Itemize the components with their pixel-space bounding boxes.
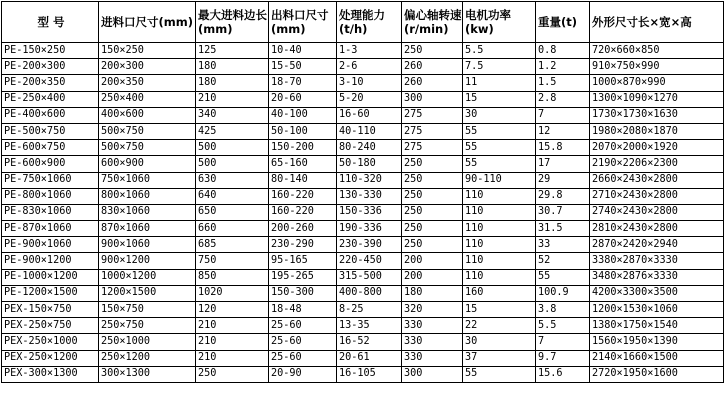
capacity-cell: 50-180 xyxy=(337,156,402,172)
dimensions-cell: 910×750×990 xyxy=(590,59,724,75)
discharge-opening-cell: 18-70 xyxy=(269,75,337,91)
feed-opening-cell: 150×750 xyxy=(99,302,196,318)
shaft-speed-cell: 300 xyxy=(402,92,463,108)
capacity-cell: 5-20 xyxy=(337,92,402,108)
model-cell: PE-830×1060 xyxy=(2,205,99,221)
discharge-opening-cell: 10-40 xyxy=(269,43,337,59)
motor-power-cell: 110 xyxy=(463,221,536,237)
model-cell: PE-600×750 xyxy=(2,140,99,156)
spec-table-wrapper xyxy=(1,1,724,383)
motor-power-cell: 110 xyxy=(463,205,536,221)
capacity-cell: 40-110 xyxy=(337,124,402,140)
dimensions-cell: 2710×2430×2800 xyxy=(590,189,724,205)
shaft-speed-cell: 250 xyxy=(402,173,463,189)
weight-cell: 15.8 xyxy=(536,140,590,156)
motor-power-cell: 55 xyxy=(463,124,536,140)
capacity-cell: 16-52 xyxy=(337,334,402,350)
table-row xyxy=(2,302,724,318)
discharge-opening-cell: 25-60 xyxy=(269,318,337,334)
capacity-cell: 16-105 xyxy=(337,367,402,383)
weight-cell: 29.8 xyxy=(536,189,590,205)
model-cell: PEX-250×1200 xyxy=(2,351,99,367)
discharge-opening-cell: 50-100 xyxy=(269,124,337,140)
model-cell: PE-800×1060 xyxy=(2,189,99,205)
table-row xyxy=(2,221,724,237)
feed-opening-cell: 900×1200 xyxy=(99,253,196,269)
dimensions-cell: 2720×1950×1600 xyxy=(590,367,724,383)
header-capacity: 处理能力(t/h) xyxy=(337,2,402,43)
weight-cell: 9.7 xyxy=(536,351,590,367)
discharge-opening-cell: 230-290 xyxy=(269,237,337,253)
shaft-speed-cell: 250 xyxy=(402,43,463,59)
capacity-cell: 315-500 xyxy=(337,270,402,286)
model-cell: PEX-150×750 xyxy=(2,302,99,318)
feed-opening-cell: 800×1060 xyxy=(99,189,196,205)
shaft-speed-cell: 330 xyxy=(402,334,463,350)
discharge-opening-cell: 25-60 xyxy=(269,351,337,367)
shaft-speed-cell: 330 xyxy=(402,318,463,334)
motor-power-cell: 15 xyxy=(463,92,536,108)
model-cell: PEX-300×1300 xyxy=(2,367,99,383)
discharge-opening-cell: 25-60 xyxy=(269,334,337,350)
discharge-opening-cell: 160-220 xyxy=(269,189,337,205)
dimensions-cell: 2140×1660×1500 xyxy=(590,351,724,367)
dimensions-cell: 1300×1090×1270 xyxy=(590,92,724,108)
model-cell: PE-870×1060 xyxy=(2,221,99,237)
motor-power-cell: 110 xyxy=(463,253,536,269)
model-cell: PE-150×250 xyxy=(2,43,99,59)
shaft-speed-cell: 200 xyxy=(402,270,463,286)
max-feed-edge-cell: 340 xyxy=(196,108,269,124)
motor-power-cell: 110 xyxy=(463,270,536,286)
shaft-speed-cell: 300 xyxy=(402,367,463,383)
max-feed-edge-cell: 425 xyxy=(196,124,269,140)
discharge-opening-cell: 200-260 xyxy=(269,221,337,237)
header-max-feed-edge: 最大进料边长(mm) xyxy=(196,2,269,43)
capacity-cell: 16-60 xyxy=(337,108,402,124)
feed-opening-cell: 150×250 xyxy=(99,43,196,59)
weight-cell: 31.5 xyxy=(536,221,590,237)
capacity-cell: 130-330 xyxy=(337,189,402,205)
feed-opening-cell: 750×1060 xyxy=(99,173,196,189)
shaft-speed-cell: 250 xyxy=(402,156,463,172)
header-weight: 重量(t) xyxy=(536,2,590,43)
feed-opening-cell: 250×1200 xyxy=(99,351,196,367)
discharge-opening-cell: 150-200 xyxy=(269,140,337,156)
table-row xyxy=(2,270,724,286)
max-feed-edge-cell: 750 xyxy=(196,253,269,269)
max-feed-edge-cell: 685 xyxy=(196,237,269,253)
shaft-speed-cell: 180 xyxy=(402,286,463,302)
max-feed-edge-cell: 630 xyxy=(196,173,269,189)
table-row xyxy=(2,43,724,59)
shaft-speed-cell: 250 xyxy=(402,189,463,205)
motor-power-cell: 37 xyxy=(463,351,536,367)
feed-opening-cell: 1000×1200 xyxy=(99,270,196,286)
model-cell: PE-750×1060 xyxy=(2,173,99,189)
capacity-cell: 220-450 xyxy=(337,253,402,269)
dimensions-cell: 3380×2870×3330 xyxy=(590,253,724,269)
dimensions-cell: 1200×1530×1060 xyxy=(590,302,724,318)
spec-table-body xyxy=(2,43,724,383)
weight-cell: 5.5 xyxy=(536,318,590,334)
weight-cell: 2.8 xyxy=(536,92,590,108)
discharge-opening-cell: 20-60 xyxy=(269,92,337,108)
model-cell: PE-250×400 xyxy=(2,92,99,108)
max-feed-edge-cell: 125 xyxy=(196,43,269,59)
discharge-opening-cell: 18-48 xyxy=(269,302,337,318)
feed-opening-cell: 250×400 xyxy=(99,92,196,108)
shaft-speed-cell: 275 xyxy=(402,124,463,140)
model-cell: PE-400×600 xyxy=(2,108,99,124)
header-motor-power: 电机功率(kw) xyxy=(463,2,536,43)
weight-cell: 7 xyxy=(536,334,590,350)
header-model: 型 号 xyxy=(2,2,99,43)
feed-opening-cell: 200×350 xyxy=(99,75,196,91)
motor-power-cell: 110 xyxy=(463,189,536,205)
max-feed-edge-cell: 210 xyxy=(196,318,269,334)
weight-cell: 15.6 xyxy=(536,367,590,383)
weight-cell: 1.2 xyxy=(536,59,590,75)
dimensions-cell: 1380×1750×1540 xyxy=(590,318,724,334)
capacity-cell: 3-10 xyxy=(337,75,402,91)
discharge-opening-cell: 150-300 xyxy=(269,286,337,302)
discharge-opening-cell: 15-50 xyxy=(269,59,337,75)
max-feed-edge-cell: 640 xyxy=(196,189,269,205)
motor-power-cell: 30 xyxy=(463,108,536,124)
table-row xyxy=(2,92,724,108)
weight-cell: 30.7 xyxy=(536,205,590,221)
motor-power-cell: 7.5 xyxy=(463,59,536,75)
weight-cell: 52 xyxy=(536,253,590,269)
weight-cell: 12 xyxy=(536,124,590,140)
max-feed-edge-cell: 850 xyxy=(196,270,269,286)
motor-power-cell: 30 xyxy=(463,334,536,350)
dimensions-cell: 2810×2430×2800 xyxy=(590,221,724,237)
model-cell: PE-600×900 xyxy=(2,156,99,172)
capacity-cell: 150-336 xyxy=(337,205,402,221)
dimensions-cell: 1730×1730×1630 xyxy=(590,108,724,124)
discharge-opening-cell: 95-165 xyxy=(269,253,337,269)
capacity-cell: 20-61 xyxy=(337,351,402,367)
capacity-cell: 190-336 xyxy=(337,221,402,237)
model-cell: PE-200×300 xyxy=(2,59,99,75)
capacity-cell: 13-35 xyxy=(337,318,402,334)
table-row xyxy=(2,75,724,91)
capacity-cell: 8-25 xyxy=(337,302,402,318)
table-row xyxy=(2,189,724,205)
model-cell: PEX-250×750 xyxy=(2,318,99,334)
shaft-speed-cell: 250 xyxy=(402,205,463,221)
shaft-speed-cell: 200 xyxy=(402,253,463,269)
capacity-cell: 400-800 xyxy=(337,286,402,302)
shaft-speed-cell: 275 xyxy=(402,140,463,156)
capacity-cell: 2-6 xyxy=(337,59,402,75)
max-feed-edge-cell: 250 xyxy=(196,367,269,383)
max-feed-edge-cell: 210 xyxy=(196,351,269,367)
feed-opening-cell: 870×1060 xyxy=(99,221,196,237)
motor-power-cell: 5.5 xyxy=(463,43,536,59)
table-row xyxy=(2,124,724,140)
feed-opening-cell: 600×900 xyxy=(99,156,196,172)
table-row xyxy=(2,334,724,350)
weight-cell: 17 xyxy=(536,156,590,172)
dimensions-cell: 2660×2430×2800 xyxy=(590,173,724,189)
dimensions-cell: 4200×3300×3500 xyxy=(590,286,724,302)
shaft-speed-cell: 250 xyxy=(402,221,463,237)
max-feed-edge-cell: 650 xyxy=(196,205,269,221)
dimensions-cell: 2740×2430×2800 xyxy=(590,205,724,221)
shaft-speed-cell: 320 xyxy=(402,302,463,318)
feed-opening-cell: 1200×1500 xyxy=(99,286,196,302)
header-eccentric-shaft-speed: 偏心轴转速(r/min) xyxy=(402,2,463,43)
dimensions-cell: 2070×2000×1920 xyxy=(590,140,724,156)
shaft-speed-cell: 260 xyxy=(402,75,463,91)
table-row xyxy=(2,351,724,367)
dimensions-cell: 1560×1950×1390 xyxy=(590,334,724,350)
feed-opening-cell: 250×1000 xyxy=(99,334,196,350)
model-cell: PE-900×1200 xyxy=(2,253,99,269)
table-row xyxy=(2,140,724,156)
weight-cell: 55 xyxy=(536,270,590,286)
motor-power-cell: 22 xyxy=(463,318,536,334)
model-cell: PEX-250×1000 xyxy=(2,334,99,350)
discharge-opening-cell: 20-90 xyxy=(269,367,337,383)
dimensions-cell: 1000×870×990 xyxy=(590,75,724,91)
table-row xyxy=(2,205,724,221)
discharge-opening-cell: 40-100 xyxy=(269,108,337,124)
motor-power-cell: 110 xyxy=(463,237,536,253)
table-row xyxy=(2,59,724,75)
capacity-cell: 80-240 xyxy=(337,140,402,156)
discharge-opening-cell: 195-265 xyxy=(269,270,337,286)
motor-power-cell: 90-110 xyxy=(463,173,536,189)
shaft-speed-cell: 250 xyxy=(402,237,463,253)
feed-opening-cell: 400×600 xyxy=(99,108,196,124)
capacity-cell: 110-320 xyxy=(337,173,402,189)
max-feed-edge-cell: 500 xyxy=(196,140,269,156)
discharge-opening-cell: 65-160 xyxy=(269,156,337,172)
motor-power-cell: 11 xyxy=(463,75,536,91)
weight-cell: 1.5 xyxy=(536,75,590,91)
dimensions-cell: 3480×2876×3330 xyxy=(590,270,724,286)
max-feed-edge-cell: 180 xyxy=(196,75,269,91)
capacity-cell: 1-3 xyxy=(337,43,402,59)
feed-opening-cell: 500×750 xyxy=(99,140,196,156)
motor-power-cell: 15 xyxy=(463,302,536,318)
max-feed-edge-cell: 660 xyxy=(196,221,269,237)
max-feed-edge-cell: 120 xyxy=(196,302,269,318)
weight-cell: 3.8 xyxy=(536,302,590,318)
header-discharge-opening: 出料口尺寸(mm) xyxy=(269,2,337,43)
dimensions-cell: 1980×2080×1870 xyxy=(590,124,724,140)
model-cell: PE-1200×1500 xyxy=(2,286,99,302)
feed-opening-cell: 300×1300 xyxy=(99,367,196,383)
max-feed-edge-cell: 500 xyxy=(196,156,269,172)
header-feed-opening-size: 进料口尺寸(mm) xyxy=(99,2,196,43)
header-row xyxy=(2,2,724,43)
dimensions-cell: 2870×2420×2940 xyxy=(590,237,724,253)
model-cell: PE-900×1060 xyxy=(2,237,99,253)
weight-cell: 29 xyxy=(536,173,590,189)
feed-opening-cell: 830×1060 xyxy=(99,205,196,221)
model-cell: PE-1000×1200 xyxy=(2,270,99,286)
table-row xyxy=(2,173,724,189)
max-feed-edge-cell: 180 xyxy=(196,59,269,75)
table-row xyxy=(2,237,724,253)
max-feed-edge-cell: 210 xyxy=(196,334,269,350)
dimensions-cell: 720×660×850 xyxy=(590,43,724,59)
table-row xyxy=(2,108,724,124)
motor-power-cell: 55 xyxy=(463,156,536,172)
max-feed-edge-cell: 1020 xyxy=(196,286,269,302)
weight-cell: 7 xyxy=(536,108,590,124)
header-overall-dimensions: 外形尺寸长×宽×高 xyxy=(590,2,724,43)
discharge-opening-cell: 80-140 xyxy=(269,173,337,189)
jaw-crusher-spec-table xyxy=(1,1,724,383)
weight-cell: 33 xyxy=(536,237,590,253)
max-feed-edge-cell: 210 xyxy=(196,92,269,108)
motor-power-cell: 55 xyxy=(463,367,536,383)
table-row xyxy=(2,253,724,269)
motor-power-cell: 160 xyxy=(463,286,536,302)
weight-cell: 0.8 xyxy=(536,43,590,59)
table-row xyxy=(2,286,724,302)
capacity-cell: 230-390 xyxy=(337,237,402,253)
shaft-speed-cell: 330 xyxy=(402,351,463,367)
feed-opening-cell: 500×750 xyxy=(99,124,196,140)
shaft-speed-cell: 260 xyxy=(402,59,463,75)
weight-cell: 100.9 xyxy=(536,286,590,302)
discharge-opening-cell: 160-220 xyxy=(269,205,337,221)
dimensions-cell: 2190×2206×2300 xyxy=(590,156,724,172)
shaft-speed-cell: 275 xyxy=(402,108,463,124)
table-row xyxy=(2,318,724,334)
feed-opening-cell: 200×300 xyxy=(99,59,196,75)
model-cell: PE-500×750 xyxy=(2,124,99,140)
feed-opening-cell: 250×750 xyxy=(99,318,196,334)
feed-opening-cell: 900×1060 xyxy=(99,237,196,253)
table-row xyxy=(2,367,724,383)
table-row xyxy=(2,156,724,172)
model-cell: PE-200×350 xyxy=(2,75,99,91)
motor-power-cell: 55 xyxy=(463,140,536,156)
